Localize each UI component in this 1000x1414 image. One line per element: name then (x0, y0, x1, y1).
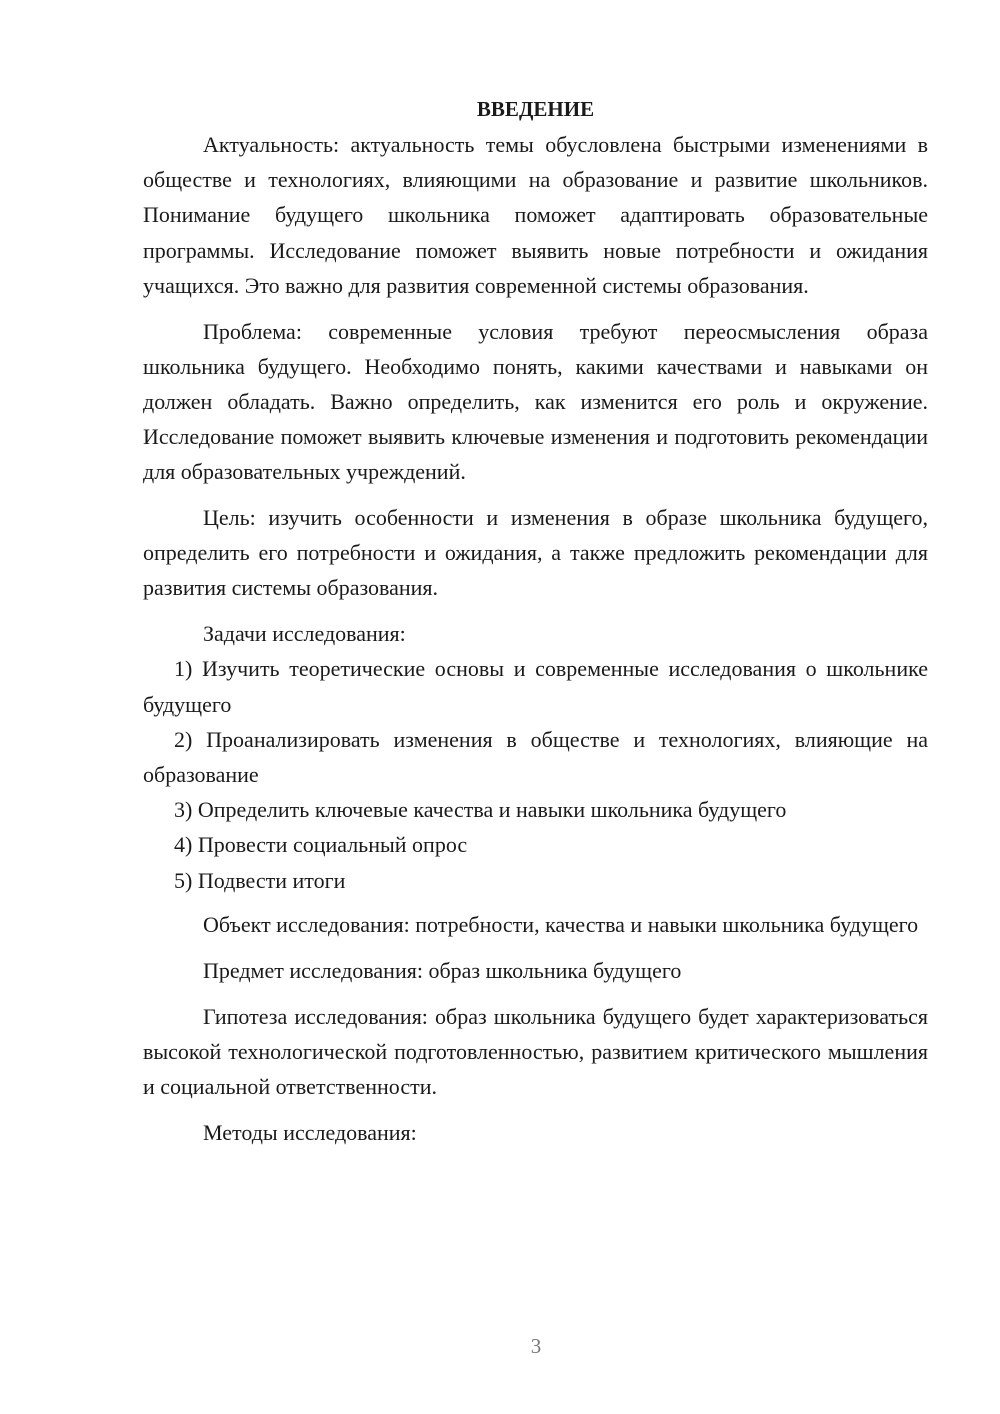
paragraph-goal: Цель: изучить особенности и изменения в образе школьника будущего, определить его потребности и ожидания, а также предложить рекомендации для развития системы образования. (143, 505, 928, 601)
task-item: 3) Определить ключевые качества и навыки школьника будущего (174, 797, 787, 823)
task-item: 2) Проанализировать изменения в обществе и технологиях, влияющие на образование (143, 726, 928, 787)
task-item: 4) Провести социальный опрос (174, 832, 468, 858)
paragraph-hypothesis: Гипотеза исследования: образ школьника будущего будет характеризоваться высокой технологической подготовленностью, развитием критического мышления и социальной ответственности. (143, 1003, 928, 1100)
page-content (143, 92, 928, 1150)
task-item: 1) Изучить теоретические основы и современные исследования о школьнике будущего (143, 656, 928, 717)
paragraph-methods: Методы исследования: (203, 1119, 417, 1145)
paragraph-relevance: Актуальность: актуальность темы обусловлена быстрыми изменениями в обществе и технологиях, влияющими на образование и развитие школьников. Понимание будущего школьника поможет адаптировать образовательные программы. Исследование поможет выявить новые потребности и ожидания учащихся. Это важно для развития современной системы образования. (143, 132, 928, 298)
paragraph-object: Объект исследования: потребности, качества и навыки школьника будущего (203, 912, 919, 938)
paragraph-problem: Проблема: современные условия требуют переосмысления образа школьника будущего. Необходимо понять, какими качествами и навыками он должен обладать. Важно определить, как изменится его роль и окружение. Исследование поможет выявить ключевые изменения и подготовить рекомендации для образовательных учреждений. (143, 318, 928, 485)
tasks-heading: Задачи исследования: (203, 621, 406, 647)
task-item: 5) Подвести итоги (174, 867, 346, 893)
paragraph-subject: Предмет исследования: образ школьника будущего (203, 957, 682, 983)
page-number: 3 (530, 1334, 542, 1358)
page-title: ВВЕДЕНИЕ (476, 97, 595, 121)
